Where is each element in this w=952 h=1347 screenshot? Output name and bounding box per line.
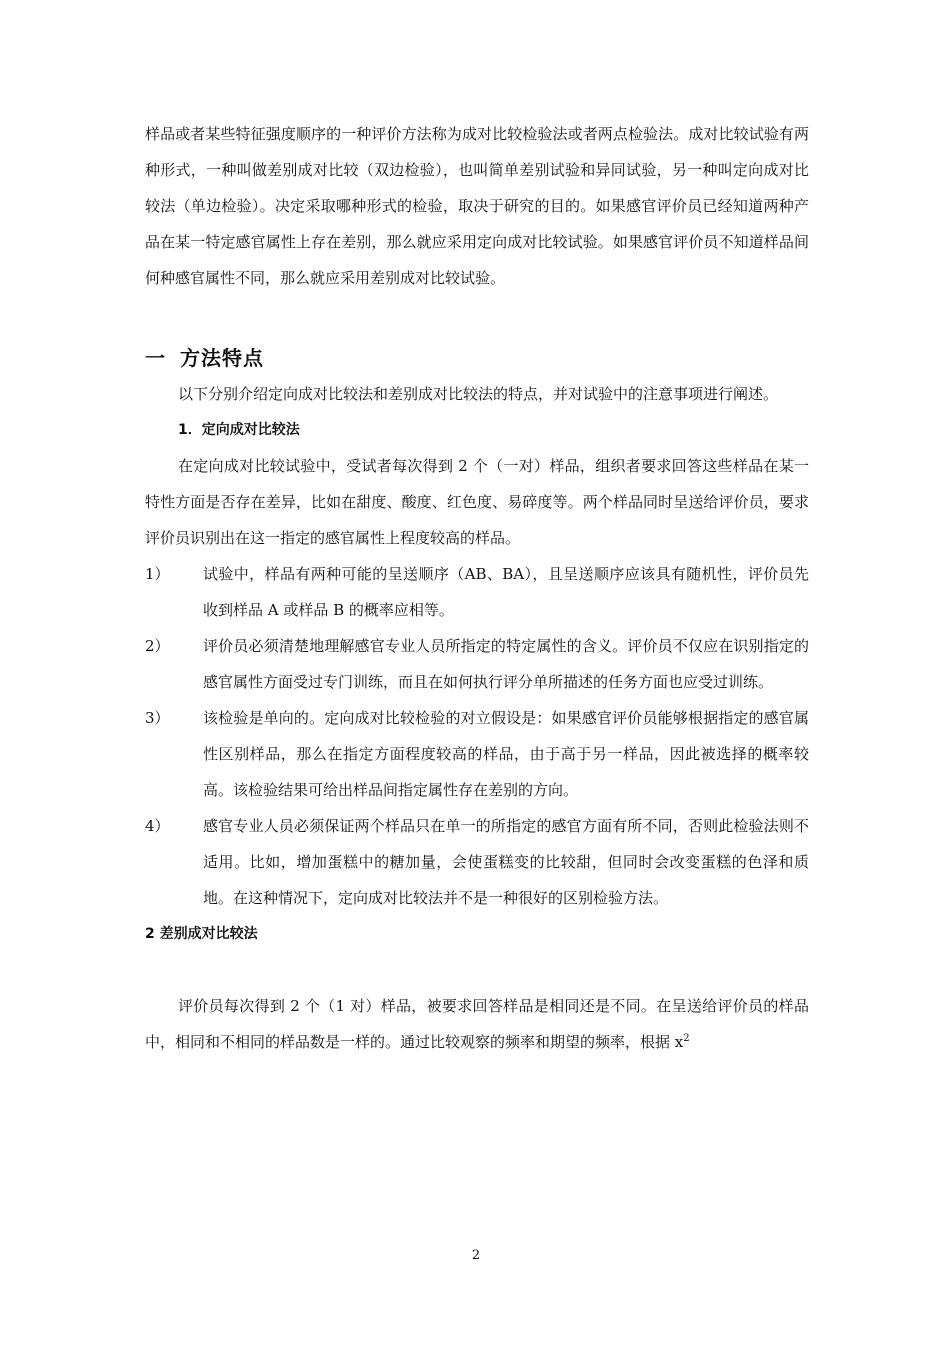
section-title: 方法特点: [180, 346, 264, 370]
subsection-1-paragraph: 在定向成对比较试验中，受试者每次得到 2 个（一对）样品，组织者要求回答这些样品在某一特性方面是否存在差异，比如在甜度、酸度、红色度、易碎度等。两个样品同时呈送给评价员，要求评价员识别出在这一指定的感官属性上程度较高的样品。: [145, 457, 809, 547]
list-item: [145, 556, 809, 628]
section-intro-paragraph: 以下分别介绍定向成对比较法和差别成对比较法的特点，并对试验中的注意事项进行阐述。: [178, 385, 779, 403]
subsection-1-list: [145, 556, 809, 916]
list-item: [145, 628, 809, 700]
section-number: 一: [145, 346, 166, 370]
document-body: [145, 116, 809, 1060]
spacer: [145, 952, 809, 988]
list-item-text: 评价员必须清楚地理解感官专业人员所指定的特定属性的含义。评价员不仅应在识别指定的感官属性方面受过专门训练，而且在如何执行评分单所描述的任务方面也应受过训练。: [203, 637, 809, 691]
list-item: [145, 808, 809, 916]
list-item-text: 感官专业人员必须保证两个样品只在单一的所指定的感官方面有所不同，否则此检验法则不适用。比如，增加蛋糕中的糖加量，会使蛋糕变的比较甜，但同时会改变蛋糕的色泽和质地。在这种情况下，定向成对比较法并不是一种很好的区别检验方法。: [203, 817, 809, 907]
list-item-number: 1）: [145, 565, 170, 583]
list-item-text: 试验中，样品有两种可能的呈送顺序（AB、BA），且呈送顺序应该具有随机性，评价员先收到样品 A 或样品 B 的概率应相等。: [203, 565, 809, 619]
subsection-2-text: 评价员每次得到 2 个（1 对）样品，被要求回答样品是相同还是不同。在呈送给评价员的样品中，相同和不相同的样品数是一样的。通过比较观察的频率和期望的频率，根据 x: [145, 997, 809, 1051]
subsection-2-paragraph: [145, 988, 809, 1060]
intro-paragraph: 样品或者某些特征强度顺序的一种评价方法称为成对比较检验法或者两点检验法。成对比较试验有两种形式，一种叫做差别成对比较（双边检验），也叫简单差别试验和异同试验，另一种叫定向成对比较法（单边检验）。决定采取哪种形式的检验，取决于研究的目的。如果感官评价员已经知道两种产品在某一特定感官属性上存在差别，那么就应采用定向成对比较试验。如果感官评价员不知道样品间何种感官属性不同，那么就应采用差别成对比较试验。: [145, 125, 809, 287]
list-item-number: 3）: [145, 709, 170, 727]
subsection-2-heading: 2 差别成对比较法: [145, 926, 258, 942]
page-number: 2: [471, 1248, 481, 1263]
chi-square-superscript: 2: [683, 1033, 690, 1044]
list-item-text: 该检验是单向的。定向成对比较检验的对立假设是：如果感官评价员能够根据指定的感官属性区别样品，那么在指定方面程度较高的样品，由于高于另一样品，因此被选择的概率较高。该检验结果可给出样品间指定属性存在差别的方向。: [203, 709, 809, 799]
section-heading: [145, 340, 809, 376]
list-item-number: 4）: [145, 817, 170, 835]
subsection-1-heading: 1．定向成对比较法: [178, 422, 300, 438]
list-item-number: 2）: [145, 637, 170, 655]
list-item: [145, 700, 809, 808]
